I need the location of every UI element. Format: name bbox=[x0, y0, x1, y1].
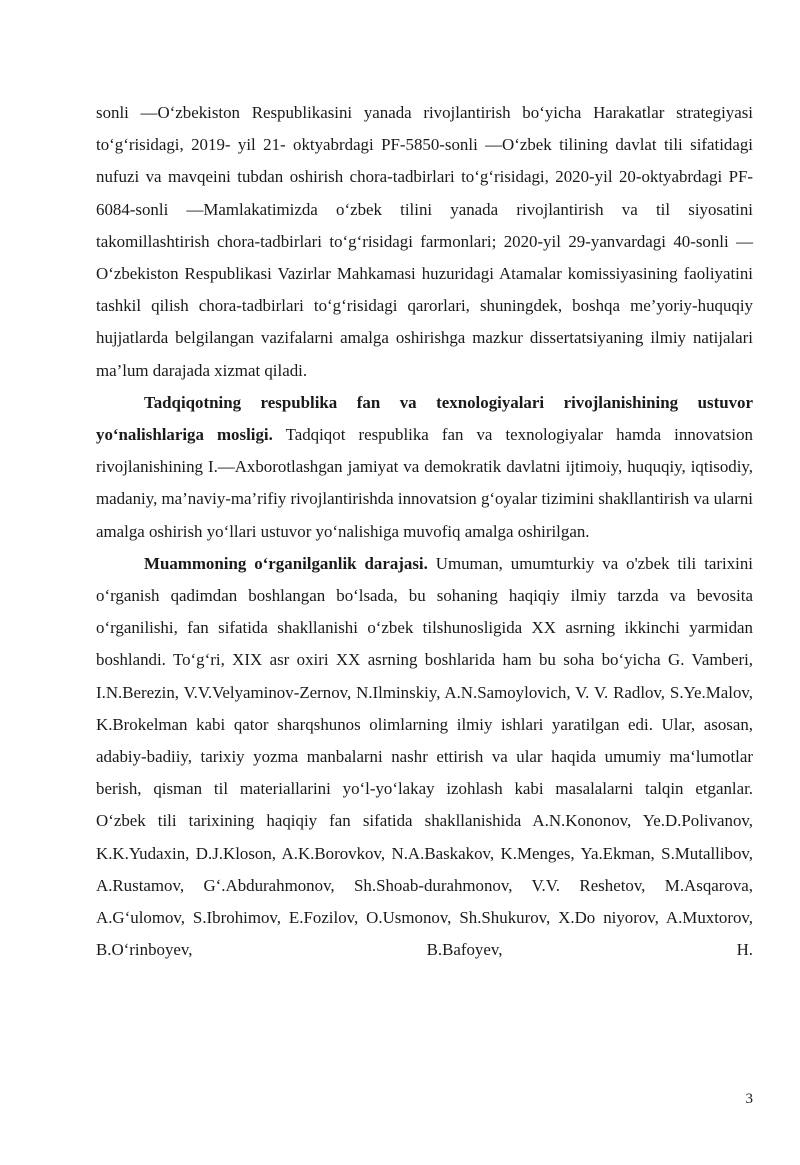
paragraph-text: O‘zbek tili tarixining haqiqiy fan sifatida shakllanishida A.N.Kononov, Ye.D.Polivanov, K.K.Yudaxin, D.J.Kloson, A.K.Borovkov, N.A.Baskakov, K.Menges, Ya.Ekman, S.Mutallibov, A.Rustamov, G‘.Abdurahmonov, Sh.Shoab-durahmonov, V.V. Reshetov, M.Asqarova, A.G‘ulomov, S.Ibrohimov, E.Fozilov, O.Usmonov, Sh.Shukurov, X.Do niyorov, A.Muxtorov, B.O‘rinboyev, B.Bafoyev, H. bbox=[96, 811, 753, 960]
paragraph-research-degree-continued bbox=[96, 805, 753, 966]
paragraph-legal-acts bbox=[96, 97, 753, 387]
paragraph-text: sonli —O‘zbekiston Respublikasini yanada rivojlantirish bo‘yicha Harakatlar strategiyasi to‘g‘risidagi, 2019- yil 21- oktyabrdagi PF-5850-sonli —O‘zbek tilining davlat tili sifatidagi nufuzi va mavqeini tubdan oshirish chora-tadbirlari to‘g‘risidagi, 2020-yil 20-oktyabrdagi PF-6084-sonli —Mamlakatimizda o‘zbek tilini yanada rivojlantirish va til siyosatini takomillashtirish chora-tadbirlari to‘g‘risidagi farmonlari; 2020-yil 29-yanvardagi 40-sonli —O‘zbekiston Respublikasi Vazirlar Mahkamasi huzuridagi Atamalar komissiyasining faoliyatini tashkil qilish chora-tadbirlari to‘g‘risidagi qarorlari, shuningdek, boshqa me’yoriy-huquqiy hujjatlarda belgilangan vazifalarni amalga oshirishga mazkur dissertatsiyaning ilmiy natijalari ma’lum darajada xizmat qiladi. bbox=[96, 103, 753, 380]
paragraph-text: Tadqiqot respublika fan va texnologiyalar hamda innovatsion rivojlanishining I.—Axborotlashgan jamiyat va demokratik davlatni ijtimoiy, huquqiy, iqtisodiy, madaniy, ma’naviy-ma’rifiy rivojlantirishda innovatsion g‘oyalar tizimini shakllantirish va ularni amalga oshirish yo‘llari ustuvor yo‘nalishiga muvofiq amalga oshirilgan. bbox=[96, 425, 754, 541]
paragraph-text: Umuman, umumturkiy va o'zbek tili tarixini o‘rganish qadimdan boshlangan bo‘lsada, bu sohaning haqiqiy ilmiy tarzda va bevosita o‘rganilishi, fan sifatida shakllanishi o‘zbek tilshunosligida XX asrning ikkinchi yarmidan boshlandi. To‘g‘ri, XIX asr oxiri XX asrning boshlarida ham bu soha bo‘yicha G. Vamberi, I.N.Berezin, V.V.Velyaminov-Zernov, N.Ilminskiy, A.N.Samoylovich, V. V. Radlov, S.Ye.Malov, K.Brokelman kabi qator sharqshunos olimlarning ilmiy ishlari yaratilgan edi. Ular, asosan, adabiy-badiiy, tarixiy yozma manbalarni nashr ettirish va ular haqida umumiy ma‘lumotlar berish, qisman til materiallarini yo‘l-yo‘lakay izohlash kabi masalalarni talqin etganlar. bbox=[96, 553, 753, 799]
paragraph-priority-relevance bbox=[96, 387, 753, 548]
paragraph-heading: Muammoning o‘rganilganlik darajasi. bbox=[144, 553, 428, 573]
paragraph-heading: Tadqiqotning respublika fan va texnologiyalari rivojlanishining ustuvor yo‘nalishlariga mosligi. bbox=[96, 392, 753, 445]
page-number: 3 bbox=[745, 1091, 753, 1107]
paragraph-research-degree bbox=[96, 548, 753, 806]
